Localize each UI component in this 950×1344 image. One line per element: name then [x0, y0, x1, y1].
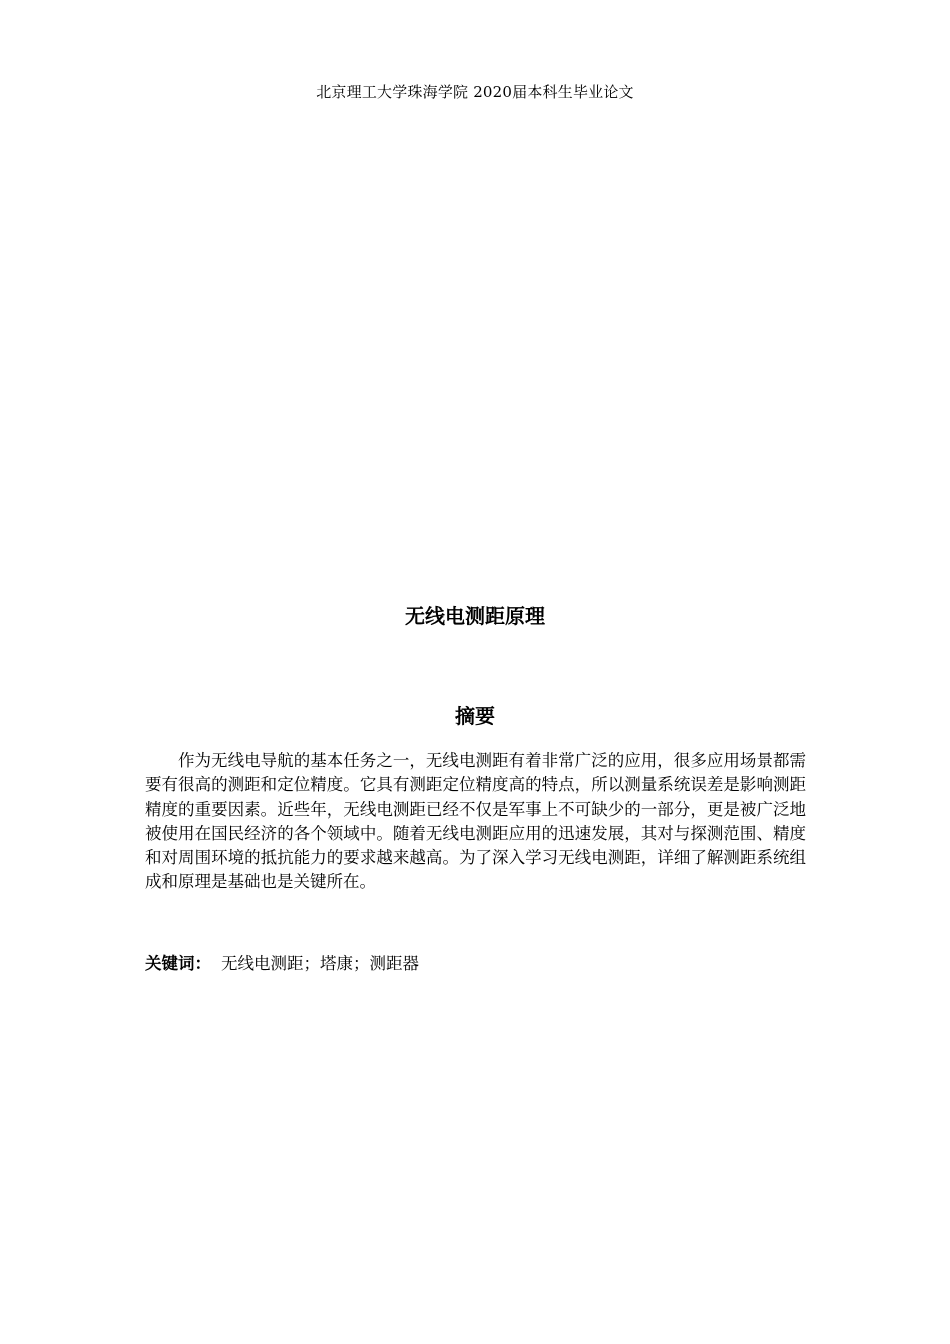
abstract-paragraph: 作为无线电导航的基本任务之一，无线电测距有着非常广泛的应用，很多应用场景都需要有很高的测距和定位精度。它具有测距定位精度高的特点，所以测量系统误差是影响测距精度的重要因素。近些年，无线电测距已经不仅是军事上不可缺少的一部分，更是被广泛地被使用在国民经济的各个领域中。随着无线电测距应用的迅速发展，其对与探测范围、精度和对周围环境的抵抗能力的要求越来越高。为了深入学习无线电测距，详细了解测距系统组成和原理是基础也是关键所在。 [145, 751, 806, 892]
thesis-title: 无线电测距原理 [405, 604, 545, 628]
abstract-heading: 摘要 [455, 704, 495, 728]
keywords-value: 无线电测距；塔康；测距器 [221, 954, 419, 973]
keywords-line [145, 952, 806, 976]
running-header: 北京理工大学珠海学院 2020届本科生毕业论文 [316, 83, 634, 101]
keywords-label: 关键词： [145, 954, 211, 973]
